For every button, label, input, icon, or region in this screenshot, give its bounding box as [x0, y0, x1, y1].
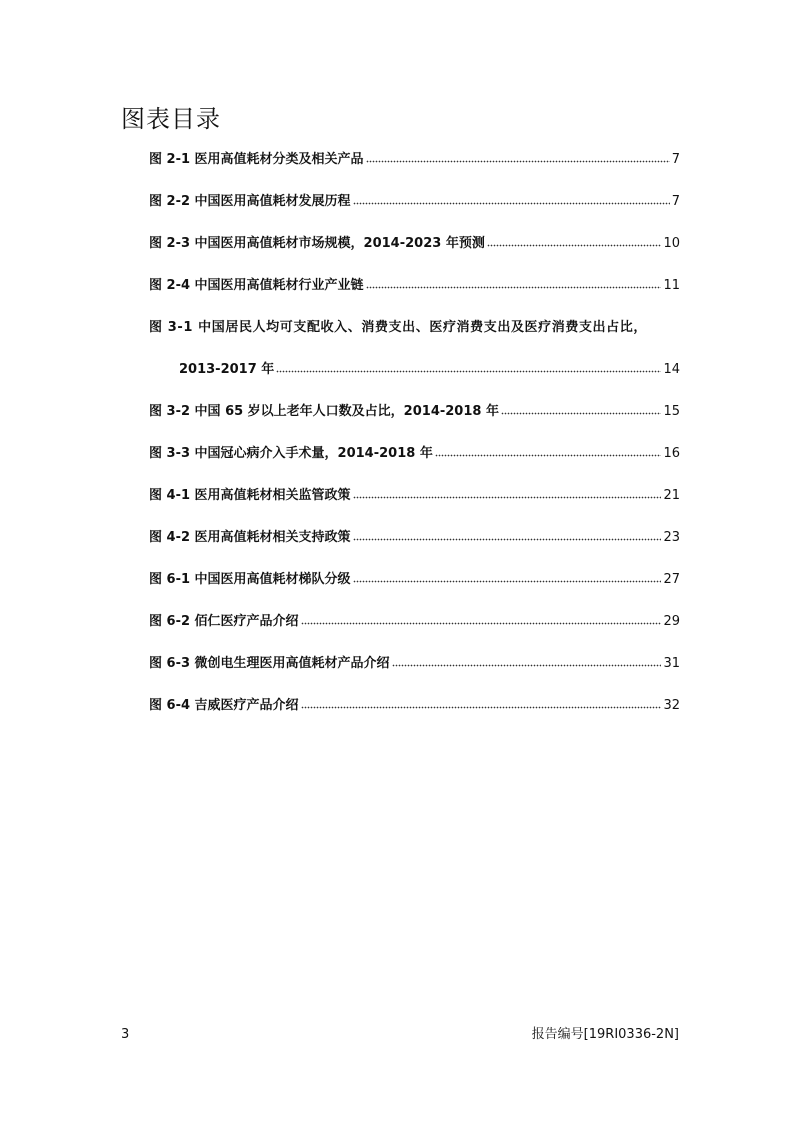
toc-leader-dots [501, 402, 661, 415]
toc-entry-fig-4-1[interactable] [149, 485, 680, 507]
toc-entry-label: 图 2-4 中国医用高值耗材行业产业链 [149, 278, 364, 293]
toc-entry-fig-4-2[interactable] [149, 527, 680, 549]
page-title: 图表目录 [121, 105, 221, 133]
toc-leader-dots [301, 696, 662, 709]
toc-entry-page: 14 [663, 362, 680, 377]
toc-entry-fig-3-2[interactable] [149, 401, 680, 423]
toc-entry-fig-6-2[interactable] [149, 611, 680, 633]
toc-entry-label: 图 2-1 医用高值耗材分类及相关产品 [149, 152, 364, 167]
toc-entry-label: 图 6-3 微创电生理医用高值耗材产品介绍 [149, 656, 390, 671]
toc-leader-dots [353, 528, 662, 541]
toc-leader-dots [276, 360, 661, 373]
toc-entry-fig-3-1-continued[interactable] [179, 359, 680, 381]
toc-leader-dots [353, 192, 670, 205]
toc-entry-fig-2-4[interactable] [149, 275, 680, 297]
toc-entry-label: 图 4-2 医用高值耗材相关支持政策 [149, 530, 351, 545]
toc-entry-label: 图 6-4 吉威医疗产品介绍 [149, 698, 299, 713]
footer-page-number: 3 [121, 1027, 130, 1042]
toc-leader-dots [392, 654, 662, 667]
toc-leader-dots [435, 444, 662, 457]
toc-entry-page: 29 [663, 614, 680, 629]
toc-leader-dots [301, 612, 662, 625]
toc-leader-dots [353, 486, 662, 499]
toc-entry-page: 16 [663, 446, 680, 461]
toc-entry-label: 图 2-3 中国医用高值耗材市场规模，2014-2023 年预测 [149, 236, 485, 251]
toc-entry-label: 图 3-3 中国冠心病介入手术量，2014-2018 年 [149, 446, 433, 461]
toc-leader-dots [366, 150, 670, 163]
toc-leader-dots [353, 570, 662, 583]
footer-report-id: 报告编号[19RI0336-2N] [531, 1027, 679, 1042]
toc-entry-fig-3-3[interactable] [149, 443, 680, 465]
toc-entry-page: 15 [663, 404, 680, 419]
toc-entry-fig-6-4[interactable] [149, 695, 680, 717]
toc-leader-dots [487, 234, 662, 247]
toc-entry-fig-6-1[interactable] [149, 569, 680, 591]
toc-entry-page: 23 [663, 530, 680, 545]
toc-entry-fig-2-2[interactable] [149, 191, 680, 213]
toc-entry-page: 10 [663, 236, 680, 251]
toc-entry-fig-3-1[interactable] [149, 317, 680, 339]
toc-entry-page: 27 [663, 572, 680, 587]
toc-entry-page: 11 [663, 278, 680, 293]
toc-entry-label: 图 3-1 中国居民人均可支配收入、消费支出、医疗消费支出及医疗消费支出占比， [149, 320, 647, 335]
toc-entry-label: 图 6-2 佰仁医疗产品介绍 [149, 614, 299, 629]
toc-entry-page: 7 [671, 194, 680, 209]
toc-entry-page: 31 [663, 656, 680, 671]
toc-entry-label: 图 6-1 中国医用高值耗材梯队分级 [149, 572, 351, 587]
toc-entry-page: 7 [671, 152, 680, 167]
toc-entry-label: 图 4-1 医用高值耗材相关监管政策 [149, 488, 351, 503]
toc-entry-fig-6-3[interactable] [149, 653, 680, 675]
toc-entry-fig-2-3[interactable] [149, 233, 680, 255]
toc-entry-page: 21 [663, 488, 680, 503]
toc-entry-label: 图 3-2 中国 65 岁以上老年人口数及占比，2014-2018 年 [149, 404, 499, 419]
toc-leader-dots [366, 276, 662, 289]
toc-entry-page: 32 [663, 698, 680, 713]
toc-entry-label: 2013-2017 年 [179, 362, 275, 377]
toc-entry-label: 图 2-2 中国医用高值耗材发展历程 [149, 194, 351, 209]
toc-entry-fig-2-1[interactable] [149, 149, 680, 171]
